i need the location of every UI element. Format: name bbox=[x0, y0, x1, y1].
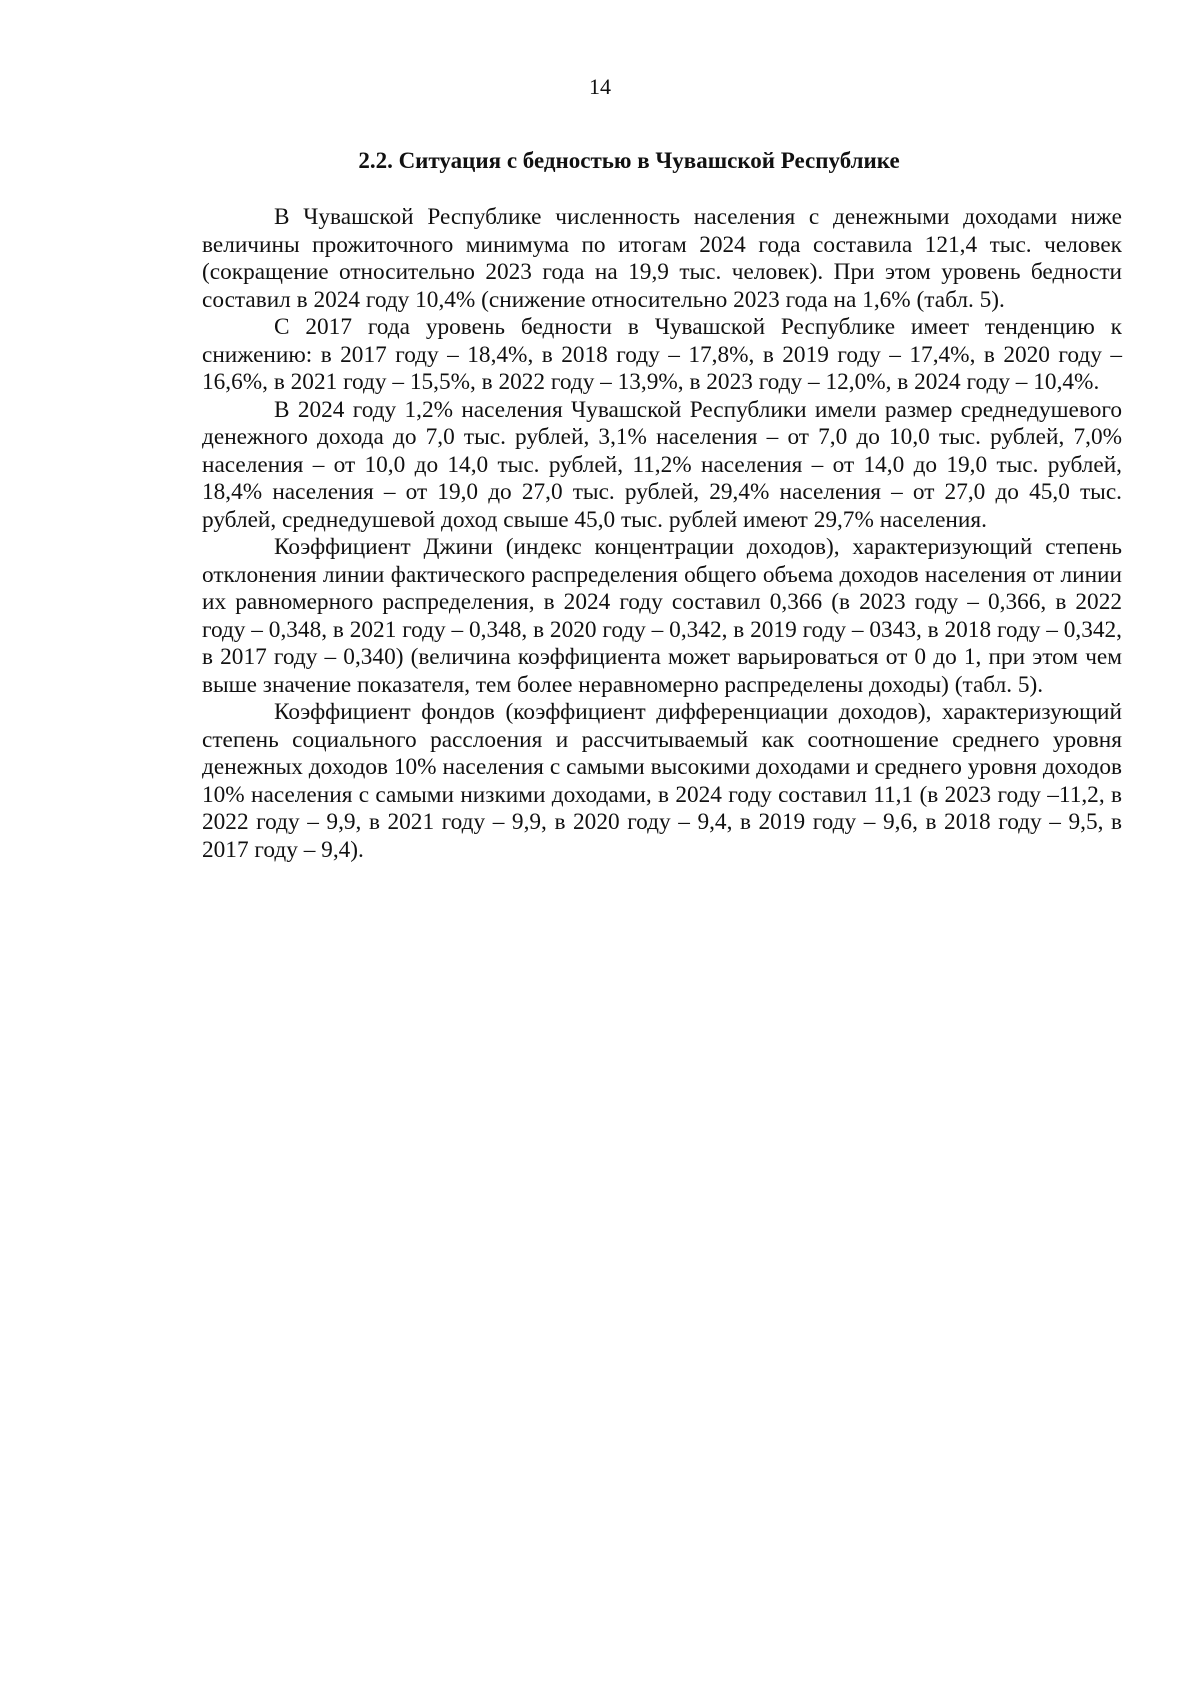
paragraph-poverty-population: В Чувашской Республике численность населения с денежными доходами ниже величины прожиточного минимума по итогам 2024 года составила 121,4 тыс. человек (сокращение относительно 2023 года на 19,9 тыс. человек). При этом уровень бедности составил в 2024 году 10,4% (снижение относительно 2023 года на 1,6% (табл. 5). bbox=[202, 204, 1122, 313]
section-title: 2.2. Ситуация с бедностью в Чувашской Республике bbox=[358, 148, 900, 173]
page-number: 14 bbox=[589, 74, 611, 99]
paragraph-gini-coefficient: Коэффициент Джини (индекс концентрации доходов), характеризующий степень отклонения линии фактического распределения общего объема доходов населения от линии их равномерного распределения, в 2024 году составил 0,366 (в 2023 году – 0,366, в 2022 году – 0,348, в 2021 году – 0,348, в 2020 году – 0,342, в 2019 году – 0343, в 2018 году – 0,342, в 2017 году – 0,340) (величина коэффициента может варьироваться от 0 до 1, при этом чем выше значение показателя, тем более неравномерно распределены доходы) (табл. 5). bbox=[202, 534, 1122, 698]
paragraph-funds-coefficient: Коэффициент фондов (коэффициент дифференциации доходов), характеризующий степень социального расслоения и рассчитываемый как соотношение среднего уровня денежных доходов 10% населения с самыми высокими доходами и среднего уровня доходов 10% населения с самыми низкими доходами, в 2024 году составил 11,1 (в 2023 году –11,2, в 2022 году – 9,9, в 2021 году – 9,9, в 2020 году – 9,4, в 2019 году – 9,6, в 2018 году – 9,5, в 2017 году – 9,4). bbox=[202, 699, 1122, 863]
document-body bbox=[202, 204, 1122, 864]
paragraph-poverty-trend: С 2017 года уровень бедности в Чувашской Республике имеет тенденцию к снижению: в 2017 году – 18,4%, в 2018 году – 17,8%, в 2019 году – 17,4%, в 2020 году – 16,6%, в 2021 году – 15,5%, в 2022 году – 13,9%, в 2023 году – 12,0%, в 2024 году – 10,4%. bbox=[202, 314, 1122, 395]
paragraph-income-distribution: В 2024 году 1,2% населения Чувашской Республики имели размер среднедушевого денежного дохода до 7,0 тыс. рублей, 3,1% населения – от 7,0 до 10,0 тыс. рублей, 7,0% населения – от 10,0 до 14,0 тыс. рублей, 11,2% населения – от 14,0 до 19,0 тыс. рублей, 18,4% населения – от 19,0 до 27,0 тыс. рублей, 29,4% населения – от 27,0 до 45,0 тыс. рублей, среднедушевой доход свыше 45,0 тыс. рублей имеют 29,7% населения. bbox=[202, 396, 1122, 533]
